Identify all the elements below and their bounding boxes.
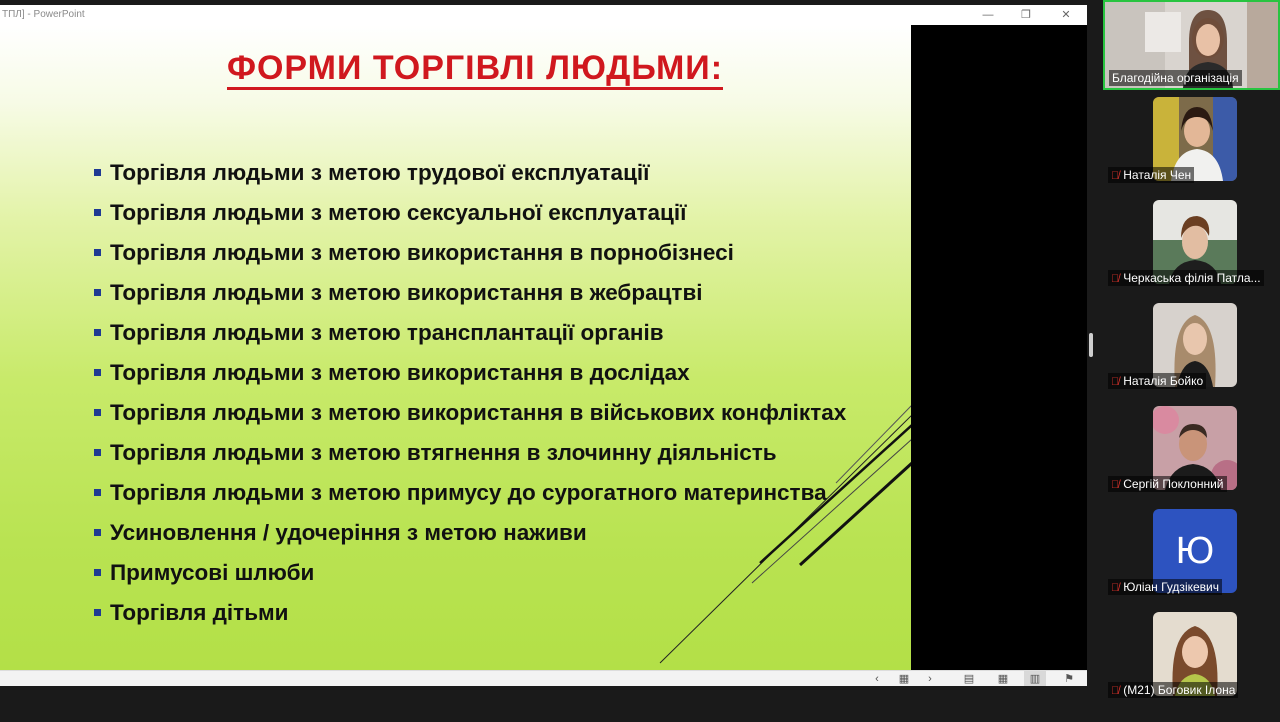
- participant-name: 🎙̸ Сергій Поклонний: [1108, 476, 1227, 492]
- normal-view-icon[interactable]: ▤: [963, 673, 975, 685]
- bullet-item: Усиновлення / удочеріння з метою наживи: [94, 513, 846, 553]
- bullet-item: Торгівля людьми з метою використання в жебрацтві: [94, 273, 846, 313]
- panel-resize-handle[interactable]: [1089, 333, 1093, 357]
- slide: [0, 25, 911, 670]
- restore-icon[interactable]: ❐: [1021, 9, 1031, 21]
- status-bar: [0, 670, 1087, 686]
- window-title: ТПЛ] - PowerPoint: [2, 9, 85, 20]
- slide-area: [0, 25, 1087, 670]
- mic-off-icon: 🎙̸: [1111, 376, 1120, 388]
- bullet-item: Торгівля дітьми: [94, 593, 846, 633]
- mic-off-icon: 🎙̸: [1111, 170, 1120, 182]
- participant-tile[interactable]: [1104, 406, 1280, 494]
- previous-slide-icon[interactable]: ‹: [875, 673, 879, 685]
- participant-name: 🎙̸ Юліан Гудзікевич: [1108, 579, 1222, 595]
- participant-tile[interactable]: [1104, 303, 1280, 391]
- participant-tile[interactable]: [1104, 509, 1280, 597]
- reading-view-icon[interactable]: ▥: [1024, 671, 1046, 686]
- participant-name: 🎙̸ Наталія Чен: [1108, 167, 1194, 183]
- participant-tile[interactable]: [1104, 97, 1280, 185]
- mic-off-icon: 🎙̸: [1111, 479, 1120, 491]
- participant-tile[interactable]: [1104, 612, 1280, 700]
- mic-off-icon: 🎙̸: [1111, 273, 1120, 285]
- slide-title-text: ФОРМИ ТОРГІВЛІ ЛЮДЬМИ:: [227, 49, 723, 90]
- decorative-lines: [640, 405, 911, 670]
- minimize-icon[interactable]: —: [982, 9, 994, 21]
- bullet-item: Торгівля людьми з метою сексуальної експлуатації: [94, 193, 846, 233]
- slide-title: [0, 49, 911, 88]
- bullet-item: Торгівля людьми з метою трансплантації органів: [94, 313, 846, 353]
- next-slide-icon[interactable]: ›: [928, 673, 932, 685]
- close-icon[interactable]: ✕: [1061, 9, 1071, 21]
- bullet-item: Торгівля людьми з метою трудової експлуатації: [94, 153, 846, 193]
- notes-icon[interactable]: ▦: [898, 673, 910, 685]
- bullet-item: Примусові шлюби: [94, 553, 846, 593]
- participant-name: 🎙̸ Черкаська філія Патла...: [1108, 270, 1264, 286]
- avatar-initial: Ю: [1153, 509, 1237, 593]
- mic-off-icon: 🎙̸: [1111, 685, 1120, 697]
- participant-name: 🎙̸ (M21) Боговик Ілона: [1108, 682, 1238, 698]
- title-bar: [0, 5, 1087, 25]
- slide-sorter-icon[interactable]: ▦: [997, 673, 1009, 685]
- bullet-item: Торгівля людьми з метою використання в дослідах: [94, 353, 846, 393]
- participant-tile[interactable]: [1104, 200, 1280, 288]
- powerpoint-window: [0, 5, 1087, 686]
- participant-name: Благодійна організація: [1109, 70, 1242, 86]
- slideshow-icon[interactable]: ⚑: [1064, 673, 1074, 685]
- bullet-item: Торгівля людьми з метою використання в порнобізнесі: [94, 233, 846, 273]
- bullet-item: Торгівля людьми з метою примусу до сурогатного материнства: [94, 473, 846, 513]
- participant-name: 🎙̸ Наталія Бойко: [1108, 373, 1206, 389]
- bullet-item: Торгівля людьми з метою використання в військових конфліктах: [94, 393, 846, 433]
- participant-tile[interactable]: [1103, 0, 1280, 90]
- mic-off-icon: 🎙̸: [1111, 582, 1120, 594]
- bullet-item: Торгівля людьми з метою втягнення в злочинну діяльність: [94, 433, 846, 473]
